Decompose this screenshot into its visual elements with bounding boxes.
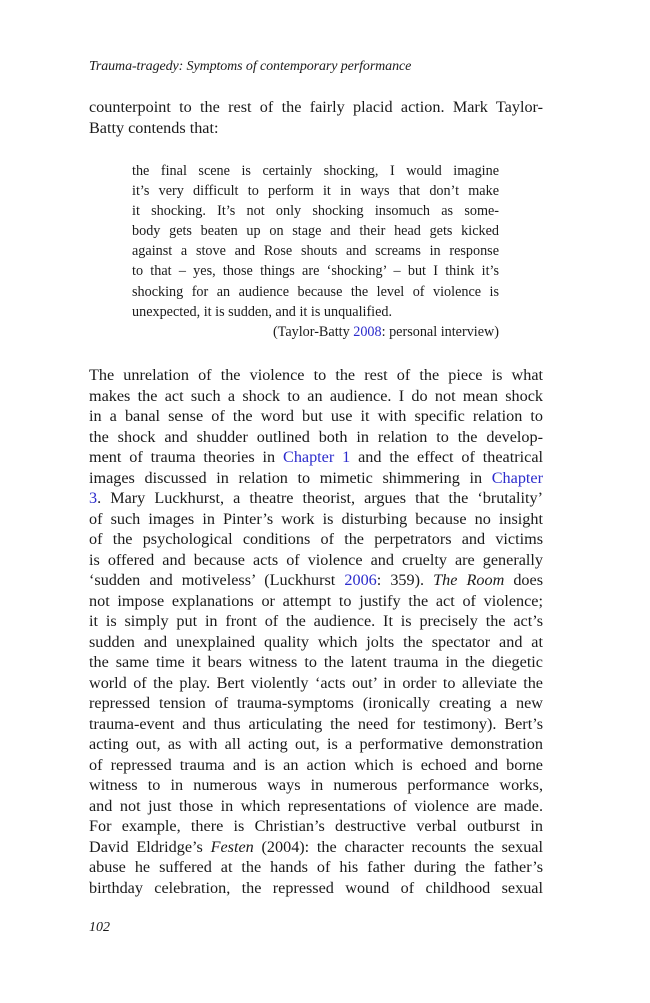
text-line: of the psychological conditions of the perpetrators and victims bbox=[89, 530, 543, 548]
text-line bbox=[89, 488, 543, 509]
text-run: does bbox=[504, 571, 544, 589]
text-line: is offered and because acts of violence and cruelty are generally bbox=[89, 550, 543, 569]
text-run: . Mary Luckhurst, a theatre theorist, argues that the ‘brutality’ bbox=[97, 489, 543, 507]
text-line: counterpoint to the rest of the fairly placid action. Mark Taylor- bbox=[89, 98, 543, 116]
quote-line: the final scene is certainly shocking, I would imagine bbox=[132, 163, 499, 179]
text-line: it is simply put in front of the audience. It is precisely the act’s bbox=[89, 612, 543, 630]
quote-line: unexpected, it is sudden, and it is unqualified. bbox=[132, 303, 393, 320]
text-line: Batty contends that: bbox=[89, 118, 219, 137]
page-number: 102 bbox=[89, 920, 110, 935]
text-line: of such images in Pinter’s work is disturbing because no insight bbox=[89, 509, 543, 528]
chapter-1-link[interactable]: Chapter 1 bbox=[283, 448, 351, 466]
text-line: acting out, as with all acting out, is a performative demonstration bbox=[89, 735, 543, 753]
running-head: Trauma-tragedy: Symptoms of contemporary performance bbox=[89, 59, 412, 74]
text-line: and not just those in which representations of violence are made. bbox=[89, 796, 543, 815]
text-line: repressed tension of trauma-symptoms (ironically creating a new bbox=[89, 694, 543, 712]
body-paragraph bbox=[89, 365, 543, 898]
text-run: and the effect of theatrical bbox=[350, 448, 543, 466]
quote-line: against a stove and Rose shouts and screams in response bbox=[132, 243, 499, 260]
quote-citation bbox=[132, 322, 499, 342]
quote-line: it shocking. It’s not only shocking insomuch as some- bbox=[132, 203, 499, 220]
text-line: trauma-event and thus articulating the need for testimony). Bert’s bbox=[89, 714, 543, 733]
citation-prefix: (Taylor-Batty bbox=[272, 323, 354, 340]
quote-line: to that – yes, those things are ‘shocking’ – but I think it’s bbox=[132, 263, 499, 280]
text-line bbox=[89, 570, 543, 591]
text-run: (2004): the character recounts the sexual bbox=[253, 837, 543, 856]
text-line bbox=[89, 447, 543, 468]
text-line: makes the act such a shock to an audience. I do not mean shock bbox=[89, 386, 543, 405]
text-line bbox=[89, 468, 543, 489]
text-line: in a banal sense of the word but use it with specific relation to bbox=[89, 407, 543, 425]
block-quote bbox=[132, 161, 499, 342]
chapter-3-link[interactable]: Chapter bbox=[491, 468, 543, 487]
text-line: birthday celebration, the repressed wound of childhood sexual bbox=[89, 878, 543, 897]
text-run: ‘sudden and motiveless’ (Luckhurst bbox=[89, 571, 345, 589]
luckhurst-2006-link[interactable]: 2006 bbox=[344, 571, 377, 589]
citation-suffix: : personal interview) bbox=[381, 323, 499, 340]
quote-line: body gets beaten up on stage and their head gets kicked bbox=[132, 223, 499, 240]
intro-paragraph bbox=[89, 97, 543, 138]
text-line: witness to in numerous ways in numerous performance works, bbox=[89, 776, 543, 794]
text-line: world of the play. Bert violently ‘acts out’ in order to alleviate the bbox=[89, 673, 543, 692]
text-run: images discussed in relation to mimetic shimmering in bbox=[89, 468, 492, 487]
play-title: Festen bbox=[210, 837, 254, 856]
text-line: sudden and unexplained quality which jolts the spectator and at bbox=[89, 632, 543, 651]
text-line: abuse he suffered at the hands of his father during the father’s bbox=[89, 858, 543, 876]
chapter-3-link-cont[interactable]: 3 bbox=[89, 489, 98, 507]
quote-line: it’s very difficult to perform it in ways that don’t make bbox=[132, 183, 499, 200]
text-line: of repressed trauma and is an action which is echoed and borne bbox=[89, 755, 543, 774]
quote-line: shocking for an audience because the level of violence is bbox=[132, 283, 499, 300]
citation-year-link[interactable]: 2008 bbox=[353, 323, 382, 340]
text-line: the shock and shudder outlined both in relation to the develop- bbox=[89, 427, 543, 446]
text-line: the same time it bears witness to the latent trauma in the diegetic bbox=[89, 653, 543, 671]
text-line: The unrelation of the violence to the rest of the piece is what bbox=[89, 366, 543, 384]
play-title: The Room bbox=[433, 571, 505, 589]
text-run: David Eldridge’s bbox=[89, 837, 211, 856]
text-line: not impose explanations or attempt to justify the act of violence; bbox=[89, 591, 543, 610]
text-line: For example, there is Christian’s destructive verbal outburst in bbox=[89, 817, 543, 835]
text-line bbox=[89, 837, 543, 858]
text-run: ment of trauma theories in bbox=[89, 448, 284, 466]
text-run: : 359). bbox=[376, 571, 434, 589]
